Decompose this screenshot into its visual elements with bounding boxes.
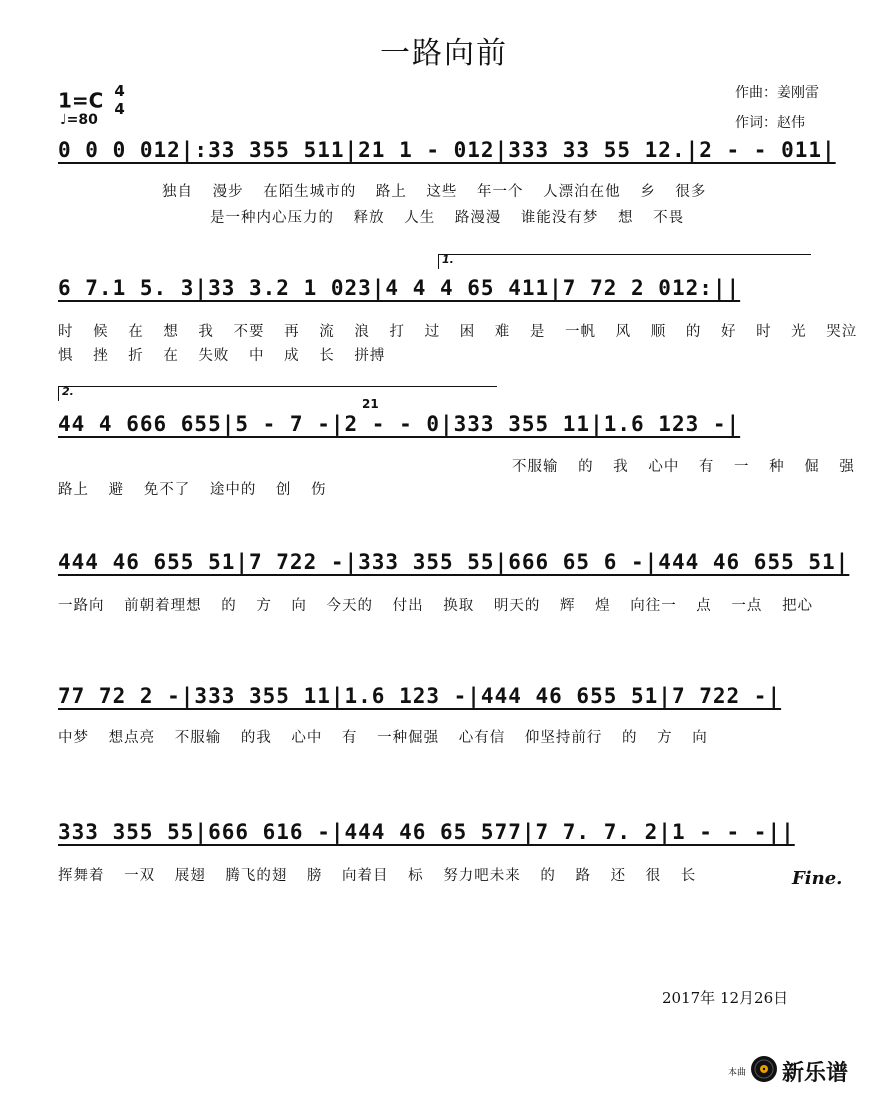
lyric-line-4: 一路向 前朝着理想 的 方 向 今天的 付出 换取 明天的 辉 煌 向往一 点 一点 把心: [58, 598, 814, 614]
watermark: [728, 1055, 848, 1087]
key-label: 1=C: [58, 88, 104, 113]
composition-date: 2017年 12月26日: [662, 989, 789, 1007]
page-title: 一路向前: [380, 36, 508, 71]
vinyl-record-icon: [750, 1055, 778, 1087]
lyric-line-2-verse-2: 惧 挫 折 在 失败 中 成 长 拼搏: [58, 348, 386, 364]
lyric-line-2-verse-1: 时 候 在 想 我 不要 再 流 浪 打 过 困 难 是 一帆 风 顺 的 好 时 光 哭泣: [58, 324, 858, 340]
lyric-line-1-verse-2: 是一种内心压力的 释放 人生 路漫漫 谁能没有梦 想 不畏: [210, 210, 685, 226]
notation-line-2: 6 7.1 5. 3|33 3.2 1 023|4 4 4 65 411|7 72 2 012:||: [58, 276, 741, 300]
lyric-line-6: 挥舞着 一双 展翅 腾飞的翅 膀 向着目 标 努力吧未来 的 路 还 很 长: [58, 868, 697, 884]
lyric-line-1-verse-1: 独自 漫步 在陌生城市的 路上 这些 年一个 人漂泊在他 乡 很多: [162, 184, 707, 200]
notation-line-5: 77 72 2 -|333 355 11|1.6 123 -|444 46 655 51|7 722 -|: [58, 684, 782, 708]
notation-line-1: 0 0 0 012|:33 355 511|21 1 - 012|333 33 55 12.|2 - - 011|: [58, 138, 836, 162]
grace-notes: 21: [362, 397, 379, 411]
lyricist-credit: 作词：赵伟: [735, 115, 805, 131]
time-denominator: 4: [114, 100, 125, 118]
notation-line-3: 44 4 666 655|5 - 7 -|2 - - 0|333 355 11|1.6 123 -|: [58, 412, 741, 436]
lyric-line-5: 中梦 想点亮 不服输 的我 心中 有 一种倔强 心有信 仰坚持前行 的 方 向: [58, 730, 708, 746]
volta-label-1: 1.: [442, 253, 454, 266]
tempo-marking: [60, 112, 98, 128]
fine-marking: Fine.: [792, 868, 843, 889]
volta-bracket-1: [438, 254, 811, 269]
watermark-brand: 新乐谱: [782, 1060, 849, 1086]
tempo-value: =80: [66, 112, 98, 128]
lyric-line-3-verse-2: 路上 避 免不了 途中的 创 伤: [58, 482, 327, 498]
watermark-prefix: 本曲: [728, 1067, 747, 1078]
lyric-line-3-verse-1: 不服输 的 我 心中 有 一 种 倔 强: [512, 459, 855, 475]
quarter-note-icon: ♩: [60, 112, 67, 128]
time-signature: [114, 84, 128, 120]
notation-line-4: 444 46 655 51|7 722 -|333 355 55|666 65 6 -|444 46 655 51|: [58, 550, 850, 574]
composer-credit: 作曲：姜刚雷: [735, 85, 819, 101]
notation-line-6: 333 355 55|666 616 -|444 46 65 577|7 7. 7. 2|1 - - -||: [58, 820, 795, 844]
volta-label-2: 2.: [62, 385, 74, 398]
time-numerator: 4: [114, 82, 125, 100]
volta-bracket-2: [58, 386, 497, 401]
